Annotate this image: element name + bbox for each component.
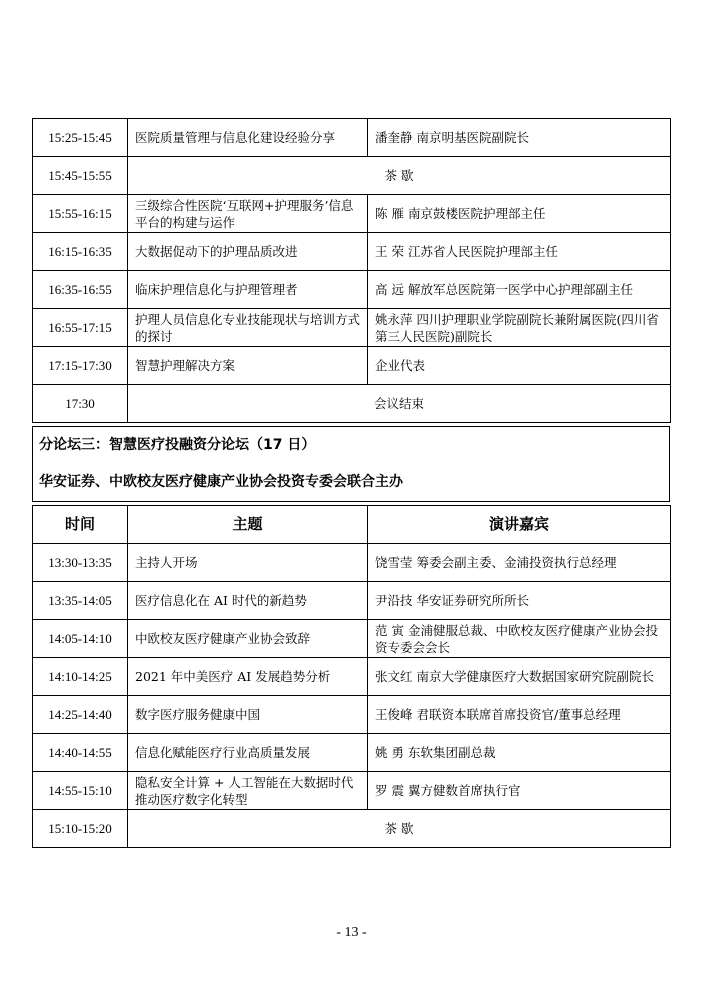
topic-cell: 智慧护理解决方案 xyxy=(128,347,368,385)
topic-cell: 临床护理信息化与护理管理者 xyxy=(128,271,368,309)
speaker-cell: 王 荣 江苏省人民医院护理部主任 xyxy=(368,233,671,271)
speaker-cell: 范 寅 金浦健服总裁、中欧校友医疗健康产业协会投资专委会会长 xyxy=(368,620,671,658)
time-cell: 15:10-15:20 xyxy=(33,810,128,848)
table-row xyxy=(33,658,671,696)
topic-cell: 护理人员信息化专业技能现状与培训方式的探讨 xyxy=(128,309,368,347)
break-cell: 会议结束 xyxy=(128,385,671,423)
time-cell: 15:55-16:15 xyxy=(33,195,128,233)
speaker-cell: 潘奎静 南京明基医院副院长 xyxy=(368,119,671,157)
topic-cell: 信息化赋能医疗行业高质量发展 xyxy=(128,734,368,772)
section-host: 华安证券、中欧校友医疗健康产业协会投资专委会联合主办 xyxy=(39,474,403,490)
time-cell: 14:55-15:10 xyxy=(33,772,128,810)
time-cell: 13:30-13:35 xyxy=(33,544,128,582)
table-row xyxy=(33,544,671,582)
time-cell: 17:30 xyxy=(33,385,128,423)
table-row xyxy=(33,810,671,848)
table-row xyxy=(33,385,671,423)
time-cell: 14:40-14:55 xyxy=(33,734,128,772)
section-title: 分论坛三：智慧医疗投融资分论坛（17 日） xyxy=(39,437,316,453)
topic-cell: 医疗信息化在 AI 时代的新趋势 xyxy=(128,582,368,620)
time-cell: 13:35-14:05 xyxy=(33,582,128,620)
speaker-cell: 王俊峰 君联资本联席首席投资官/董事总经理 xyxy=(368,696,671,734)
table-header-row xyxy=(33,506,671,544)
topic-cell: 数字医疗服务健康中国 xyxy=(128,696,368,734)
table-row xyxy=(33,271,671,309)
topic-cell: 医院质量管理与信息化建设经验分享 xyxy=(128,119,368,157)
topic-cell: 大数据促动下的护理品质改进 xyxy=(128,233,368,271)
speaker-cell: 饶雪莹 筹委会副主委、金浦投资执行总经理 xyxy=(368,544,671,582)
header-time: 时间 xyxy=(33,506,128,544)
time-cell: 16:15-16:35 xyxy=(33,233,128,271)
speaker-cell: 罗 震 翼方健数首席执行官 xyxy=(368,772,671,810)
time-cell: 15:25-15:45 xyxy=(33,119,128,157)
time-cell: 14:25-14:40 xyxy=(33,696,128,734)
table-row xyxy=(33,157,671,195)
table-row xyxy=(33,696,671,734)
table-row xyxy=(33,620,671,658)
table-row xyxy=(33,582,671,620)
header-speaker: 演讲嘉宾 xyxy=(368,506,671,544)
schedule-table-1 xyxy=(32,118,671,423)
topic-cell: 隐私安全计算 + 人工智能在大数据时代推动医疗数字化转型 xyxy=(128,772,368,810)
time-cell: 17:15-17:30 xyxy=(33,347,128,385)
table-row xyxy=(33,119,671,157)
break-cell: 茶 歇 xyxy=(128,157,671,195)
speaker-cell: 企业代表 xyxy=(368,347,671,385)
time-cell: 16:35-16:55 xyxy=(33,271,128,309)
table-row xyxy=(33,347,671,385)
schedule-table-2 xyxy=(32,505,671,848)
table-row xyxy=(33,772,671,810)
speaker-cell: 张文红 南京大学健康医疗大数据国家研究院副院长 xyxy=(368,658,671,696)
time-cell: 16:55-17:15 xyxy=(33,309,128,347)
table-row xyxy=(33,195,671,233)
table-row xyxy=(33,734,671,772)
time-cell: 15:45-15:55 xyxy=(33,157,128,195)
speaker-cell: 姚永萍 四川护理职业学院副院长兼附属医院(四川省第三人民医院)副院长 xyxy=(368,309,671,347)
topic-cell: 三级综合性医院‘互联网+护理服务’信息平台的构建与运作 xyxy=(128,195,368,233)
speaker-cell: 陈 雁 南京鼓楼医院护理部主任 xyxy=(368,195,671,233)
speaker-cell: 尹沿技 华安证券研究所所长 xyxy=(368,582,671,620)
break-cell: 茶 歇 xyxy=(128,810,671,848)
table-row xyxy=(33,233,671,271)
time-cell: 14:05-14:10 xyxy=(33,620,128,658)
topic-cell: 2021 年中美医疗 AI 发展趋势分析 xyxy=(128,658,368,696)
time-cell: 14:10-14:25 xyxy=(33,658,128,696)
header-topic: 主题 xyxy=(128,506,368,544)
speaker-cell: 高 远 解放军总医院第一医学中心护理部副主任 xyxy=(368,271,671,309)
forum-section-header xyxy=(32,426,670,502)
topic-cell: 中欧校友医疗健康产业协会致辞 xyxy=(128,620,368,658)
table-row xyxy=(33,309,671,347)
topic-cell: 主持人开场 xyxy=(128,544,368,582)
speaker-cell: 姚 勇 东软集团副总裁 xyxy=(368,734,671,772)
page-number: - 13 - xyxy=(336,925,367,940)
